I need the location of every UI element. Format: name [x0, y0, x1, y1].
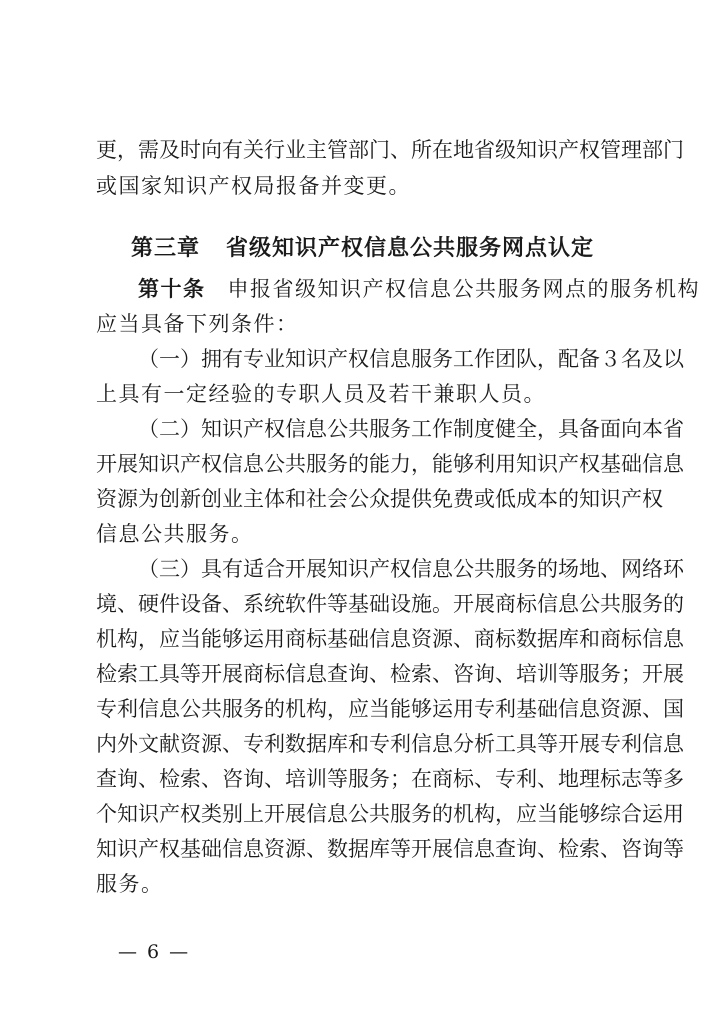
item-line: 上具有一定经验的专职人员及若干兼职人员。	[96, 382, 546, 406]
item-line: 信息公共服务。	[96, 522, 254, 546]
item-line: 开展知识产权信息公共服务的能力，能够利用知识产权基础信息	[96, 452, 684, 476]
item-line: 专利信息公共服务的机构，应当能够运用专利基础信息资源、国	[96, 697, 684, 721]
paragraph-line: 应当具备下列条件：	[96, 312, 299, 336]
item-line: 知识产权基础信息资源、数据库等开展信息查询、检索、咨询等	[96, 837, 684, 861]
chapter-heading	[0, 235, 725, 263]
paragraph-line: 或国家知识产权局报备并变更。	[96, 174, 411, 198]
item-line: 机构，应当能够运用商标基础信息资源、商标数据库和商标信息	[96, 627, 684, 651]
item-line: 内外文献资源、专利数据库和专利信息分析工具等开展专利信息	[96, 732, 684, 756]
item-line: （三）具有适合开展知识产权信息公共服务的场地、网络环	[138, 557, 684, 581]
chapter-number: 第三章	[130, 236, 200, 261]
article-label: 第十条	[138, 277, 206, 301]
page-number: — 6 —	[118, 941, 191, 963]
item-line: （一）拥有专业知识产权信息服务工作团队，配备３名及以	[138, 347, 684, 371]
item-line: 境、硬件设备、系统软件等基础设施。开展商标信息公共服务的	[96, 592, 684, 616]
item-line: 资源为创新创业主体和社会公众提供免费或低成本的知识产权	[96, 487, 663, 511]
article-intro: 申报省级知识产权信息公共服务网点的服务机构	[227, 277, 700, 301]
article-first-line	[138, 276, 700, 302]
item-line: 查询、检索、咨询、培训等服务；在商标、专利、地理标志等多	[96, 767, 684, 791]
paragraph-line: 更，需及时向有关行业主管部门、所在地省级知识产权管理部门	[96, 138, 684, 162]
item-line: （二）知识产权信息公共服务工作制度健全，具备面向本省	[138, 417, 684, 441]
item-line: 服务。	[96, 872, 164, 896]
item-line: 检索工具等开展商标信息查询、检索、咨询、培训等服务；开展	[96, 662, 684, 686]
chapter-title: 省级知识产权信息公共服务网点认定	[226, 236, 595, 261]
item-line: 个知识产权类别上开展信息公共服务的机构，应当能够综合运用	[96, 802, 684, 826]
